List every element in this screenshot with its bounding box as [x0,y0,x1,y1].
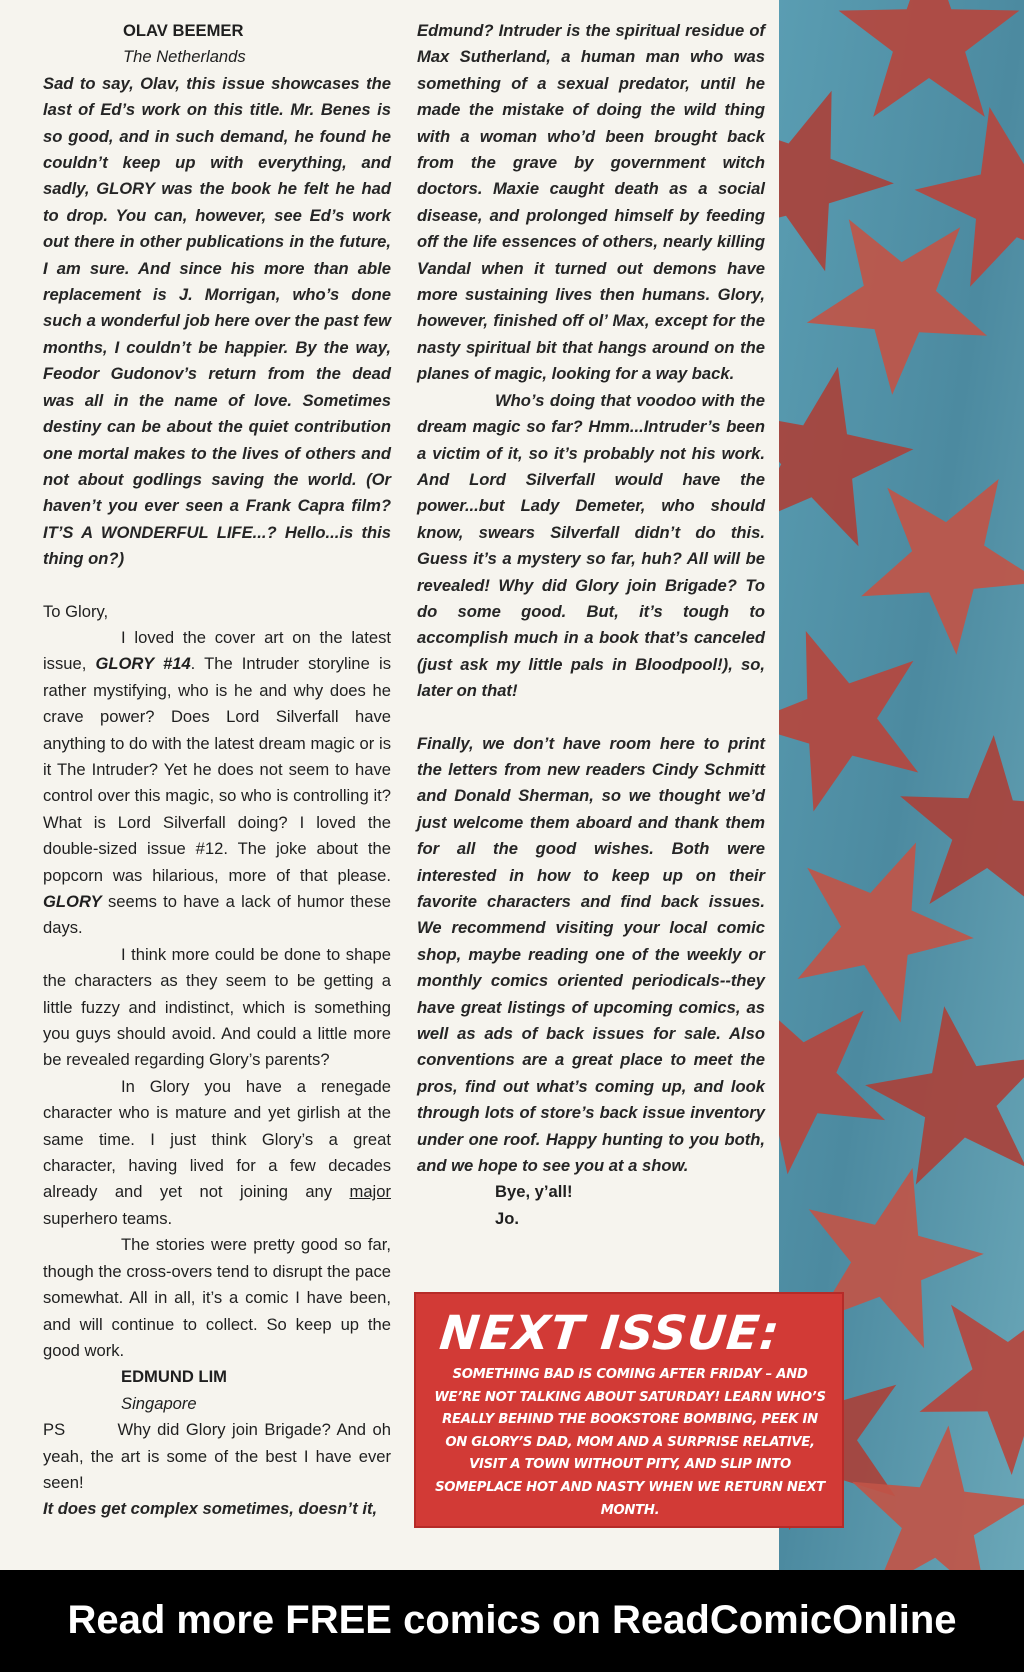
editor-reply-2-paragraph-2: Who’s doing that voodoo with the dream magic so far? Hmm...Intruder’s been a victim of it, so it’s probably not his work. And Lord Silverfall would have the power...but Lady Demeter, who should know, swears Silverfall didn’t do this. Guess it’s a mystery so far, huh? All will be revealed! Why did Glory join Brigade? To do some good. But, it’s tough to accomplish much in a book that’s canceled (just ask my little pals in Bloodpool!), so, later on that! [417,390,765,701]
middle-text-column [417,18,765,1232]
letter2-paragraph-2: I think more could be done to shape the characters as they seem to be getting a little fuzzy and indistinct, which is something you guys should avoid. And could a little more be revealed regarding Glory’s parents? [43,944,391,1070]
letter1-location: The Netherlands [123,47,246,67]
letter2-name: EDMUND LIM [121,1367,228,1387]
left-text-column [43,18,391,1523]
signature: Jo. [495,1208,519,1228]
letter2-ps: PS Why did Glory join Brigade? And oh yeah, the art is some of the best I have ever seen! [43,1420,391,1492]
next-issue-text: SOMETHING BAD IS COMING AFTER FRIDAY – AND WE’RE NOT TALKING ABOUT SATURDAY! LEARN WHO’S REALLY BEHIND THE BOOKSTORE BOMBING, PEEK IN ON GLORY’S DAD, MOM AND A SURPRISE RELATIVE, VISIT A TOWN WITHOUT PITY, AND SLIP INTO SOMEPLACE HOT AND NASTY WHEN WE RETURN NEXT MONTH. [434,1367,826,1518]
letter2-paragraph-1: I loved the cover art on the latest issue, GLORY #14. The Intruder storyline is rather mystifying, who is he and why does he crave power? Does Lord Silverfall have anything to do with the latest dream magic or is it The Intruder? Yet he does not seem to have control over this magic, so who is controlling it? What is Lord Silverfall doing? I loved the double-sized issue #12. The joke about the popcorn was hilarious, more of that please. GLORY seems to have a lack of humor these days. [43,627,391,938]
next-issue-box [414,1292,844,1528]
editor-finally-paragraph: Finally, we don’t have room here to print the letters from new readers Cindy Schmitt and Donald Sherman, so we thought we’d just welcome them aboard and thank them for all the good wishes. Both were interested in how to keep up on their favorite characters and find back issues. We recommend visiting your local comic shop, maybe reading one of the weekly or monthly comics oriented periodicals--they have great listings of upcoming comics, as well as ads of back issues for sale. Also conventions are a great place to meet the pros, find out what’s coming up, and look through lots of store’s back issue inventory under one roof. Happy hunting to you both, and we hope to see you at a show. [417,733,765,1176]
letter2-location: Singapore [121,1393,197,1413]
letter2-paragraph-3: In Glory you have a renegade character who is mature and yet girlish at the same time. I just think Glory’s a great character, having lived for a few decades already and yet not joining any major superhero teams. [43,1076,391,1228]
letter2-paragraph-4: The stories were pretty good so far, though the cross-overs tend to disrupt the pace somewhat. All in all, it’s a comic I have been, and will continue to collect. So keep up the good work. [43,1235,391,1360]
salutation: To Glory, [43,601,109,621]
editor-reply-1: Sad to say, Olav, this issue showcases the last of Ed’s work on this title. Mr. Benes is so good, and in such demand, he found he couldn’t keep up with everything, and sadly, GLORY was the book he felt he had to drop. You can, however, see Ed’s work out there in other publications in the future, I am sure. And since his more than able replacement is J. Morrigan, who’s done such a wonderful job here over the past few months, I couldn’t be happier. By the way, Feodor Gudonov’s return from the dead was all in the name of love. Sometimes destiny can be about the quiet contribution one mortal makes to the lives of others and not about godlings saving the world. (Or haven’t you ever seen a Frank Capra film? IT’S A WONDERFUL LIFE...? Hello...is this thing on?) [43,73,391,569]
promo-banner-text: Read more FREE comics on ReadComicOnline [67,1598,957,1642]
editor-reply-2-cont: Edmund? Intruder is the spiritual residue of Max Sutherland, a human man who was something of a sexual predator, until he made the mistake of doing the wild thing with a woman who’d been brought back from the grave by government witch doctors. Maxie caught death as a social disease, and prolonged himself by feeding off the life essences of others, nearly killing Vandal when it turned out demons have more sustaining lives then humans. Glory, however, finished off ol’ Max, except for the nasty spiritual bit that hangs around on the planes of magic, looking for a way back. [417,21,765,384]
editor-reply-2-start: It does get complex sometimes, doesn’t it, [43,1499,378,1519]
signoff: Bye, y’all! [495,1182,573,1202]
letter1-name: OLAV BEEMER [123,21,244,40]
promo-banner[interactable] [0,1570,1024,1672]
next-issue-title: NEXT ISSUE: [437,1306,783,1361]
